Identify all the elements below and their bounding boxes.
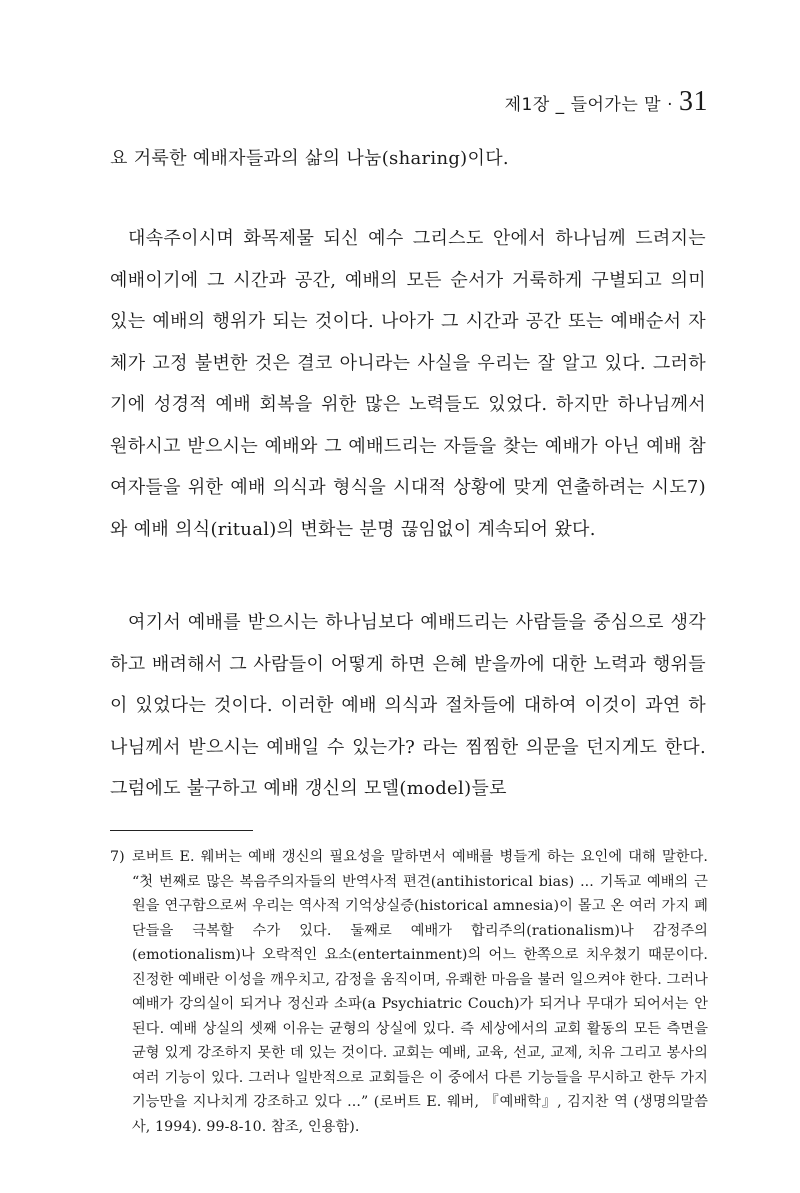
body-paragraph-3 — [110, 602, 706, 810]
paragraph-text: 요 거룩한 예배자들과의 삶의 나눔(sharing)이다. — [110, 148, 509, 169]
chapter-label: 제1장 _ 들어가는 말 — [504, 95, 662, 115]
page-number: 31 — [679, 86, 708, 117]
running-header — [505, 86, 708, 118]
footnote-divider — [110, 830, 253, 831]
header-separator: · — [667, 95, 673, 115]
footnote-text: 로버트 E. 웨버는 예배 갱신의 필요성을 말하면서 예배를 병들게 하는 요인에 대해 말한다. “첫 번째로 많은 복음주의자들의 반역사적 편견(antihistorical bias) ... 기독교 예배의 근원을 연구함으로써 우리는 역사적 기억상실증(historical amnesia)이 몰고 온 여러 가지 폐단들을 극복할 수가 있다. 둘째로 예배가 합리주의(rationalism)나 감정주의(emotionalism)나 오락적인 요소(entertainment)의 어느 한쪽으로 치우쳤기 때문이다. 진정한 예배란 이성을 깨우치고, 감정을 움직이며, 유쾌한 마음을 불러 일으켜야 한다. 그러나 예배가 강의실이 되거나 정신과 소파(a Psychiatric Couch)가 되거나 무대가 되어서는 안 된다. 예배 상실의 셋째 이유는 균형의 상실에 있다. 즉 세상에서의 교회 활동의 모든 측면을 균형 있게 강조하지 못한 데 있는 것이다. 교회는 예배, 교육, 선교, 교제, 치유 그리고 봉사의 여러 기능이 있다. 그러나 일반적으로 교회들은 이 중에서 다른 기능들을 무시하고 한두 가지 기능만을 지나치게 강조하고 있다 ...” (로버트 E. 웨버, 『예배학』, 김지찬 역 (생명의말씀사, 1994). 99-8-10. 참조, 인용함). — [132, 849, 708, 1135]
footnote-number: 7) — [110, 849, 125, 865]
footnote — [110, 845, 708, 1139]
paragraph-text: 대속주이시며 화목제물 되신 예수 그리스도 안에서 하나님께 드려지는 예배이기에 그 시간과 공간, 예배의 모든 순서가 거룩하게 구별되고 의미 있는 예배의 행위가 되는 것이다. 나아가 그 시간과 공간 또는 예배순서 자체가 고정 불변한 것은 결코 아니라는 사실을 우리는 잘 알고 있다. 그러하기에 성경적 예배 회복을 위한 많은 노력들도 있었다. 하지만 하나님께서 원하시고 받으시는 예배와 그 예배드리는 자들을 찾는 예배가 아닌 예배 참여자들을 위한 예배 의식과 형식을 시대적 상황에 맞게 연출하려는 시도7)와 예배 의식(ritual)의 변화는 분명 끊임없이 계속되어 왔다. — [110, 228, 706, 540]
paragraph-text: 여기서 예배를 받으시는 하나님보다 예배드리는 사람들을 중심으로 생각하고 배려해서 그 사람들이 어떻게 하면 은혜 받을까에 대한 노력과 행위들이 있었다는 것이다. 이러한 예배 의식과 절차들에 대하여 이것이 과연 하나님께서 받으시는 예배일 수 있는가? 라는 찜찜한 의문을 던지게도 한다. 그럼에도 불구하고 예배 갱신의 모델(model)들로 — [110, 612, 706, 799]
body-paragraph-1 — [110, 138, 706, 180]
body-paragraph-2 — [110, 218, 706, 550]
